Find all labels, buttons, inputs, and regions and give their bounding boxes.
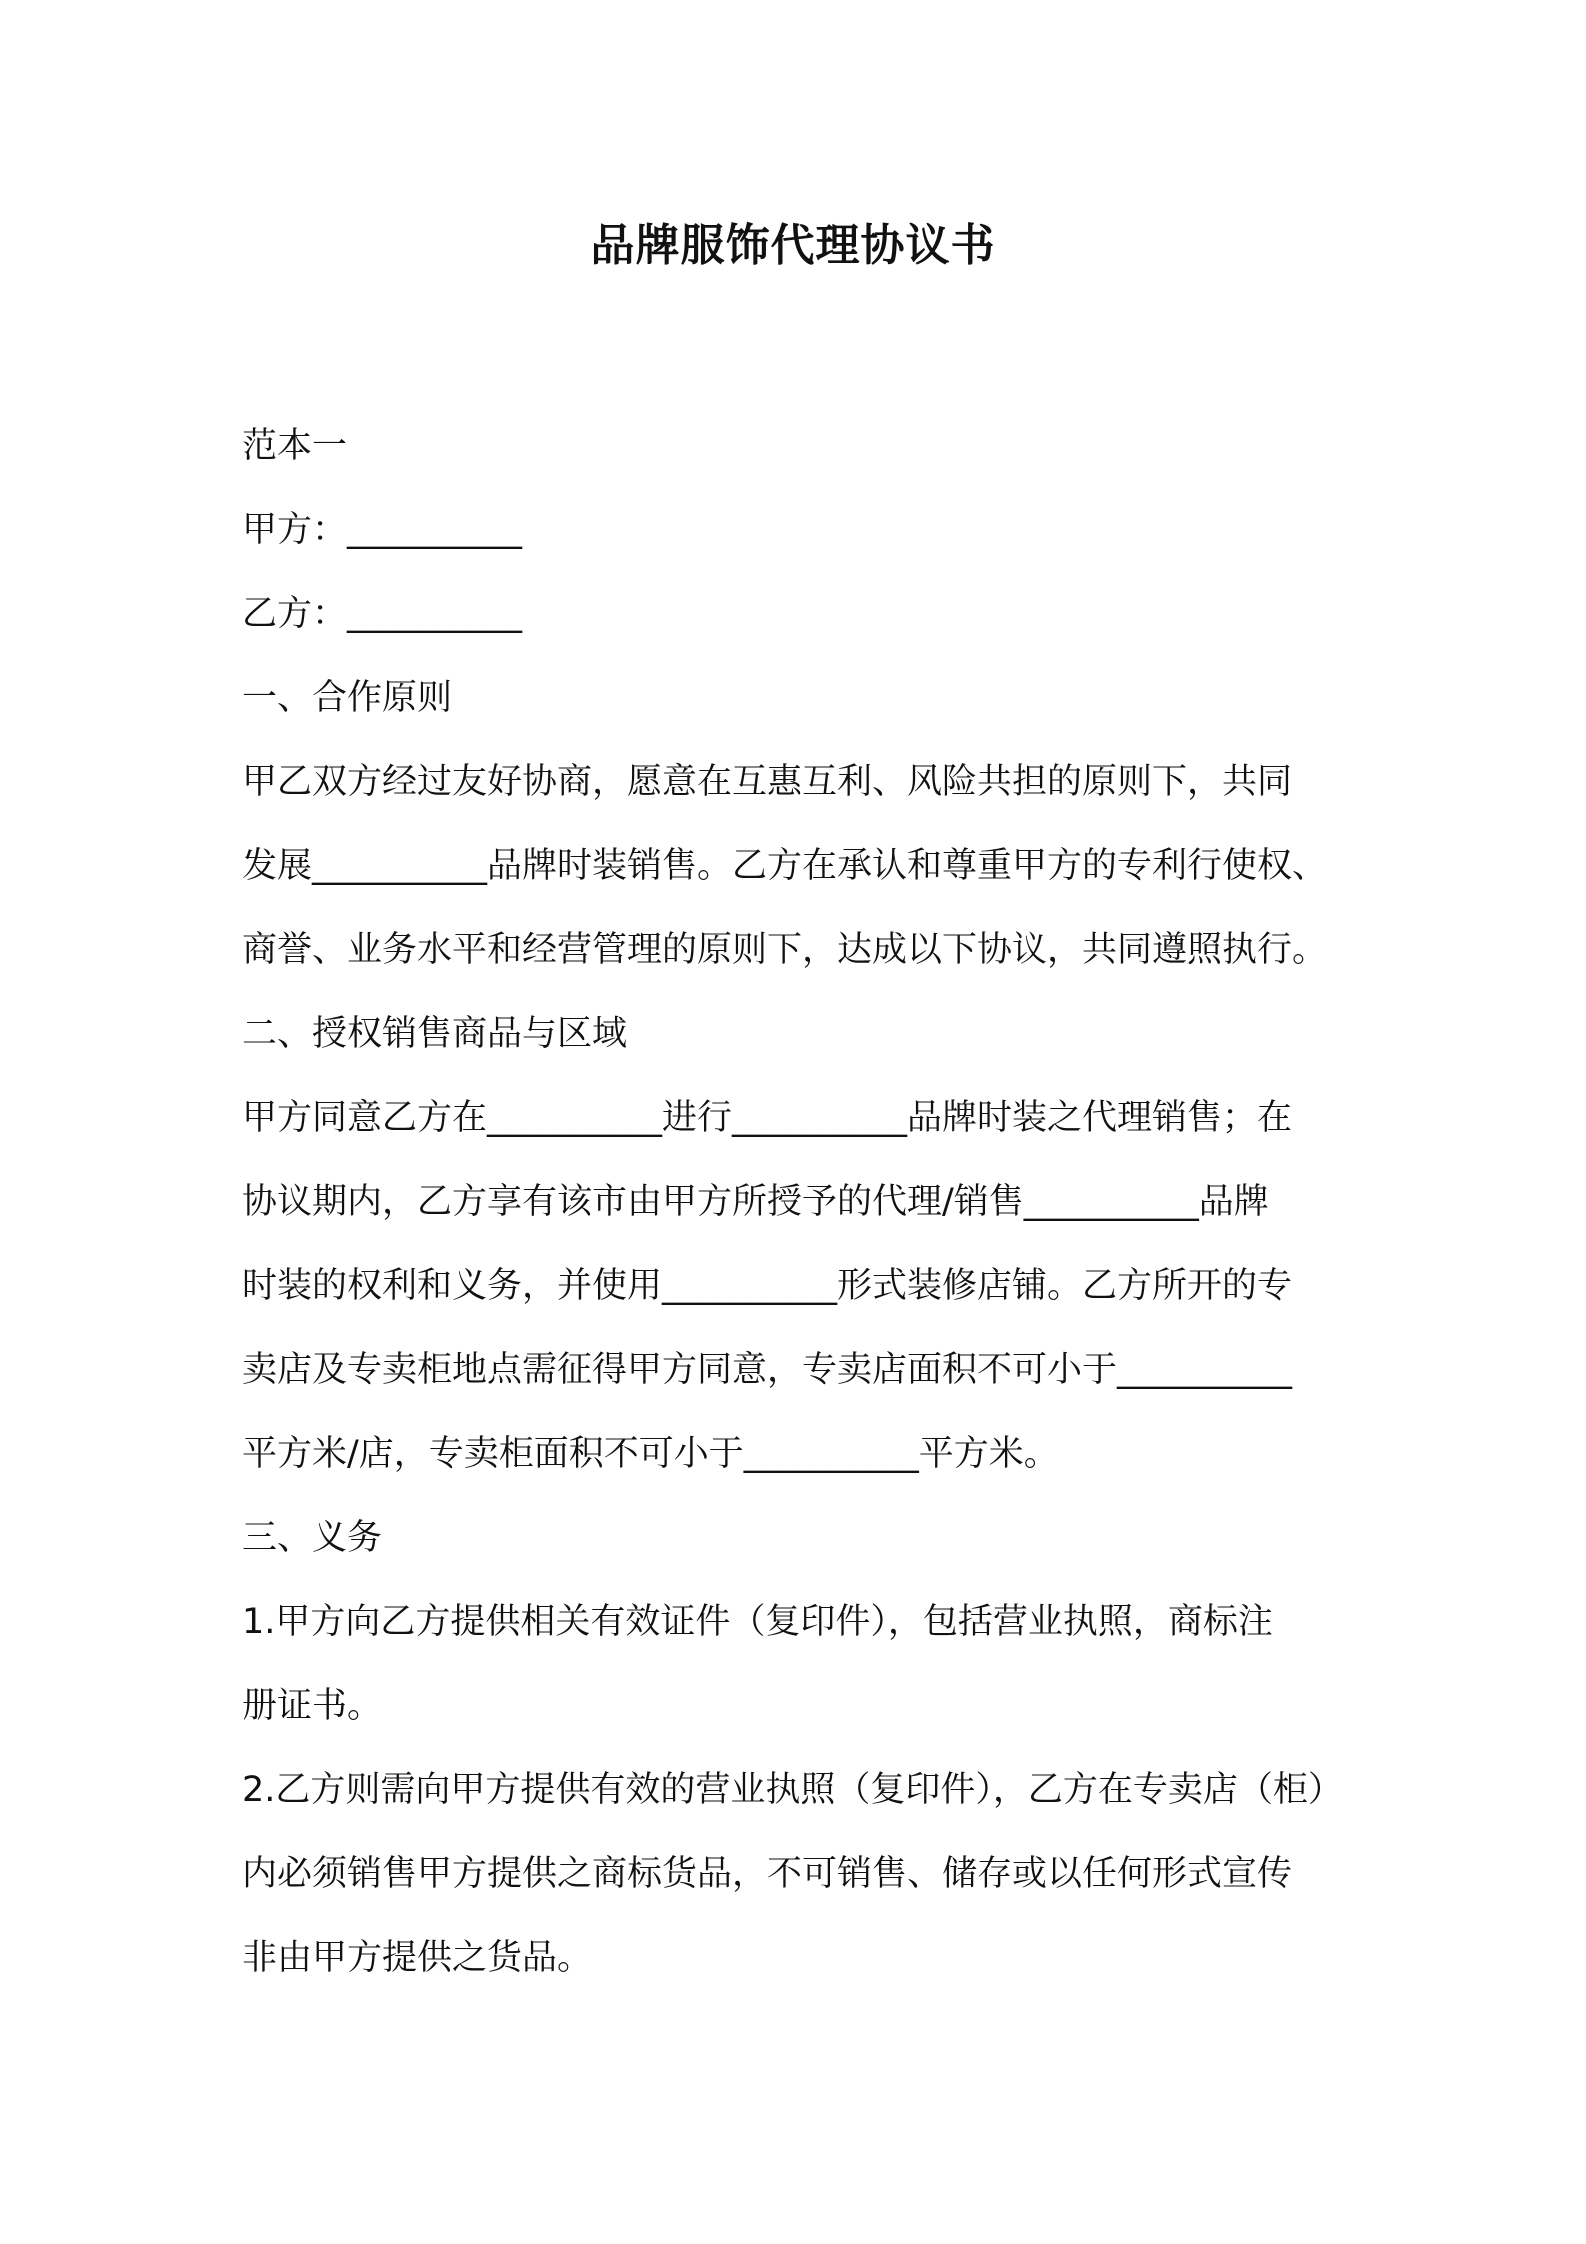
section-heading-authorization: 二、授权销售商品与区域 xyxy=(242,1014,628,1054)
paragraph-line: 甲乙双方经过友好协商，愿意在互惠互利、风险共担的原则下，共同 xyxy=(242,762,1293,802)
paragraph-line: 时装的权利和义务，并使用__________形式装修店铺。乙方所开的专 xyxy=(242,1266,1293,1306)
section-heading-obligations: 三、义务 xyxy=(242,1518,383,1558)
paragraph-line: 商誉、业务水平和经营管理的原则下，达成以下协议，共同遵照执行。 xyxy=(242,930,1328,970)
paragraph-line: 甲方同意乙方在__________进行__________品牌时装之代理销售；在 xyxy=(242,1098,1293,1138)
paragraph-line: 协议期内，乙方享有该市由甲方所授予的代理/销售__________品牌 xyxy=(242,1182,1269,1222)
document-body xyxy=(242,404,1372,2000)
paragraph-line: 1.甲方向乙方提供相关有效证件（复印件），包括营业执照，商标注 xyxy=(242,1602,1273,1642)
paragraph-line: 发展__________品牌时装销售。乙方在承认和尊重甲方的专利行使权、 xyxy=(242,846,1328,886)
party-b-line: 乙方：__________ xyxy=(242,594,523,634)
paragraph-line: 内必须销售甲方提供之商标货品，不可销售、储存或以任何形式宣传 xyxy=(242,1854,1293,1894)
document-title: 品牌服饰代理协议书 xyxy=(590,220,996,271)
paragraph-line: 非由甲方提供之货品。 xyxy=(242,1938,593,1978)
party-a-line: 甲方：__________ xyxy=(242,510,523,550)
paragraph-line: 卖店及专卖柜地点需征得甲方同意，专卖店面积不可小于__________ xyxy=(242,1350,1293,1390)
paragraph-line: 2.乙方则需向甲方提供有效的营业执照（复印件），乙方在专卖店（柜） xyxy=(242,1770,1343,1810)
section-heading-cooperation: 一、合作原则 xyxy=(242,678,453,718)
paragraph-line: 册证书。 xyxy=(242,1686,383,1726)
sample-label: 范本一 xyxy=(242,426,348,466)
paragraph-line: 平方米/店，专卖柜面积不可小于__________平方米。 xyxy=(242,1434,1059,1474)
